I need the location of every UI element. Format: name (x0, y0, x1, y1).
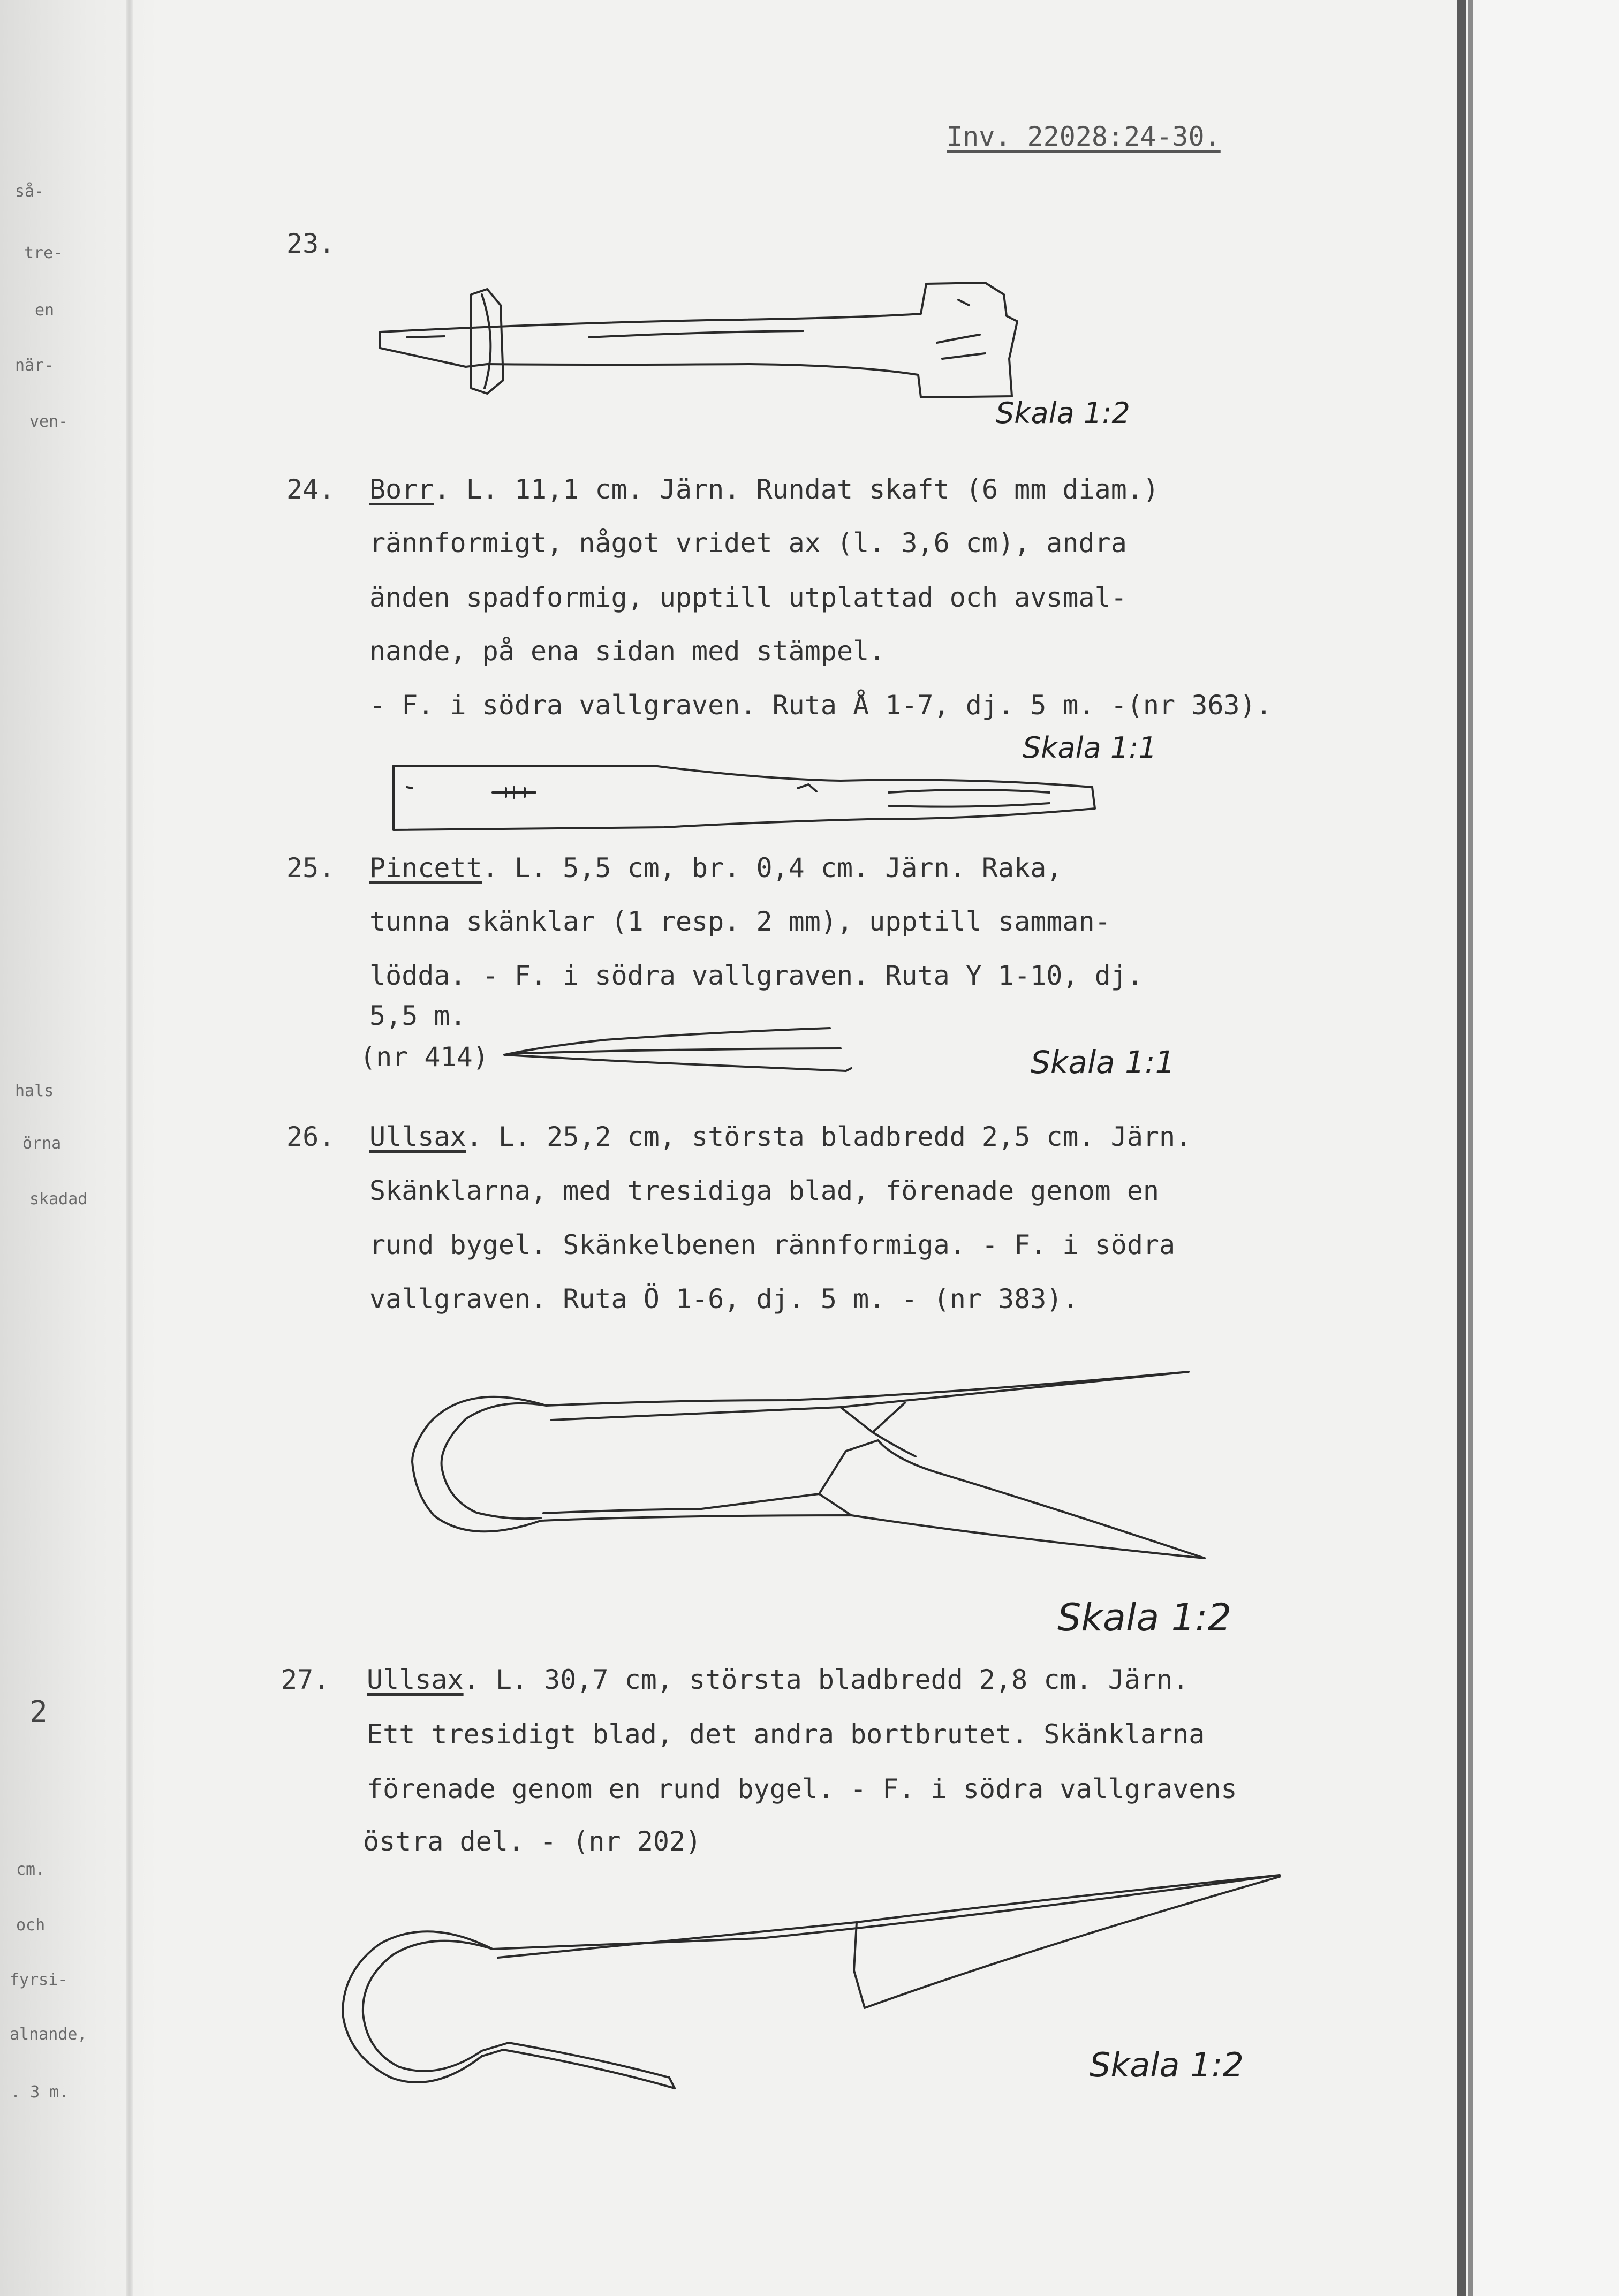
binding-gutter (126, 0, 133, 2296)
entry-scale: Skala 1:1 (1023, 731, 1157, 765)
inventory-number: Inv. 22028:24-30. (947, 121, 1221, 152)
entry-text-line: vallgraven. Ruta Ö 1-6, dj. 5 m. - (nr 383). (369, 1283, 1079, 1315)
page-right-edge-inner (1468, 0, 1473, 2296)
shears-sketch (402, 1360, 1215, 1574)
margin-fragment: . 3 m. (11, 2083, 69, 2102)
margin-fragment: alnande, (10, 2025, 87, 2044)
page-right-background (1473, 0, 1619, 2296)
margin-fragment: och (16, 1916, 46, 1935)
margin-fragment: hals (15, 1082, 54, 1100)
margin-fragment: fyrsi- (10, 1970, 68, 1989)
entry-text-line: Borr. L. 11,1 cm. Järn. Rundat skaft (6 mm diam.) (369, 474, 1160, 505)
entry-text-line: Pincett. L. 5,5 cm, br. 0,4 cm. Järn. Raka, (369, 852, 1063, 883)
margin-fragment: 2 (29, 1695, 48, 1729)
entry-text-line: Ett tresidigt blad, det andra bortbrutet. Skänklarna (367, 1719, 1205, 1750)
entry-term: Ullsax (369, 1121, 466, 1152)
entry-text-line: (nr 414) (360, 1041, 489, 1073)
margin-fragment: tre- (24, 244, 63, 262)
entry-text-line: tunna skänklar (1 resp. 2 mm), upptill samman- (369, 906, 1111, 937)
entry-term: Ullsax (367, 1664, 464, 1695)
drill-1to1-sketch (385, 755, 1103, 835)
drill-shaft-sketch (375, 273, 1071, 412)
tweezers-sketch (498, 1017, 862, 1076)
entry-text-line: - F. i södra vallgraven. Ruta Å 1-7, dj. 5 m. -(nr 363). (369, 690, 1272, 721)
entry-scale: Skala 1:2 (1057, 1596, 1232, 1640)
margin-fragment: så- (15, 182, 44, 201)
entry-number: 23. (286, 228, 335, 259)
entry-text-line: rännformigt, något vridet ax (l. 3,6 cm), andra (369, 527, 1127, 558)
margin-fragment: skadad (29, 1190, 88, 1209)
entry-scale: Skala 1:1 (1031, 1044, 1175, 1081)
entry-text-line: östra del. - (nr 202) (363, 1826, 702, 1857)
entry-scale: Skala 1:2 (1090, 2045, 1244, 2084)
entry-scale: Skala 1:2 (996, 396, 1130, 430)
entry-number: 27. (281, 1664, 330, 1695)
entry-text-line: nande, på ena sidan med stämpel. (369, 636, 886, 667)
entry-text-line: Ullsax. L. 30,7 cm, största bladbredd 2,8 cm. Järn. (367, 1664, 1189, 1695)
margin-fragment: en (35, 301, 55, 320)
entry-text-line: Skänklarna, med tresidiga blad, förenade genom en (369, 1175, 1160, 1206)
entry-text-line: änden spadformig, upptill utplattad och avsmal- (369, 582, 1127, 613)
entry-term: Pincett (369, 852, 482, 883)
margin-fragment: örna (22, 1134, 62, 1153)
entry-text-line: Ullsax. L. 25,2 cm, största bladbredd 2,5 cm. Järn. (369, 1121, 1192, 1152)
entry-text-line: rund bygel. Skänkelbenen rännformiga. - F. i södra (369, 1229, 1176, 1260)
entry-text-line: lödda. - F. i södra vallgraven. Ruta Y 1-10, dj. (369, 960, 1143, 991)
entry-text-line: 5,5 m. (369, 1000, 466, 1031)
margin-fragment: cm. (16, 1860, 46, 1879)
entry-term: Borr (369, 474, 434, 505)
entry-number: 26. (286, 1121, 335, 1152)
page-right-edge (1457, 0, 1466, 2296)
margin-fragment: ven- (29, 412, 69, 431)
entry-text-line: förenade genom en rund bygel. - F. i södra vallgravens (367, 1773, 1237, 1804)
margin-fragment: när- (15, 356, 54, 375)
entry-number: 25. (286, 852, 335, 883)
entry-number: 24. (286, 474, 335, 505)
